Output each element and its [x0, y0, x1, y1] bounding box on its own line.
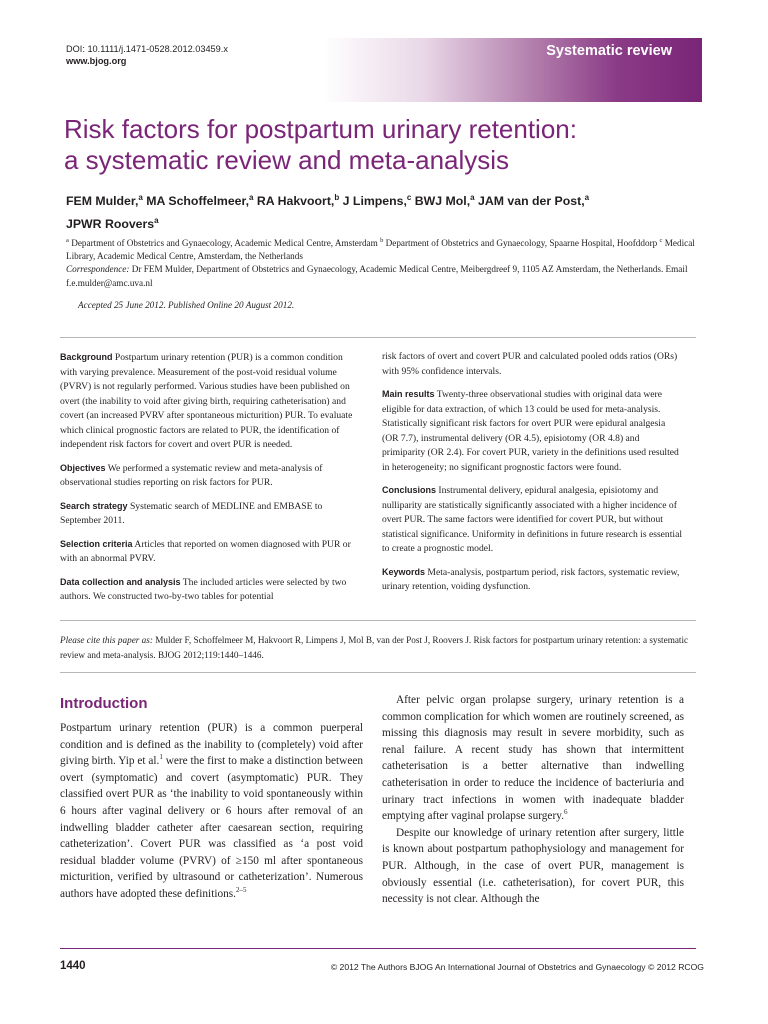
- citation: [60, 633, 696, 662]
- intro-paragraph-2: After pelvic organ prolapse surgery, urinary retention is a common complication for which women are routinely screened, as missing this diagnosis may result in severe morbidity, such as renal failure. A recent study has shown that intermittent catheterisation is a better alternative than indwelling catheterisation in order to reduce the incidence of bacteriuria and urinary tract infections in women with inadequate bladder emptying after vaginal prolapse surgery.$^6$: [382, 694, 684, 823]
- abstract-background: Background Postpartum urinary retention (PUR) is a common condition with varying prevalence. Measurement of the post-void residual volume (PVRV) is not regularly performed. Various studies have been published on overt (the inability to void after giving birth, requiring catheterisation) and covert (an increased PVRV after spontaneous micturition) PUR. To evaluate which clinical prognostic factors are related to PUR, the identification of independent risk factors for covert and overt PUR is needed.: [60, 352, 353, 450]
- abstract-top-rule: [60, 337, 696, 338]
- article-title: [64, 114, 704, 176]
- body-column-left: [60, 720, 363, 903]
- title-line-2: a systematic review and meta-analysis: [64, 145, 510, 175]
- introduction-heading: Introduction: [60, 695, 148, 712]
- abstract-column-left: [60, 350, 356, 613]
- abstract-search: Search strategy Systematic search of MEDLINE and EMBASE to September 2011.: [60, 500, 323, 526]
- section-label: Systematic review: [546, 43, 672, 59]
- abstract-objectives: Objectives We performed a systematic review and meta-analysis of observational studies reporting on risk factors for PUR.: [60, 462, 323, 488]
- intro-paragraph-3: Despite our knowledge of urinary retention after surgery, little is known about postpartum pathophysiology and management for PUR. Although, in the case of overt PUR, management is obviously essential (i.e. catheterisation), for covert PUR, this necessity is not clear. Although the: [382, 826, 684, 906]
- abstract-bottom-rule: [60, 620, 696, 621]
- abstract-selection: Selection criteria Articles that reported on women diagnosed with PUR or with an abnormal PVRV.: [60, 538, 351, 564]
- abstract-main-results: Main results Twenty-three observational studies with original data were eligible for data extraction, of which 13 could be used for meta-analysis. Statistically significant risk factors for overt PUR were epidural analgesia (OR 7.7), instrumental delivery (OR 4.5), episiotomy (OR 4.8) and primiparity (OR 2.4). For covert PUR, variety in the definitions used resulted in heterogeneity; no significant prognostic factors were found.: [382, 389, 679, 473]
- page-number: 1440: [60, 960, 86, 972]
- intro-paragraph-1: Postpartum urinary retention (PUR) is a common puerperal condition and is defined as the inability to (completely) void after giving birth. Yip et al.$^1$ were the first to make a distinction between overt (symptomatic) and covert (asymptomatic) PUR. They classified overt PUR as ‘the inability to void spontaneously within 6 hours after vaginal delivery or 6 hours after removal of an indwelling bladder catheter after caesarean section, requiring catheterization’. Covert PUR was classified as ‘a post void residual bladder volume (PVRV) of ≥150 ml after spontaneous micturition, verified by ultrasound or catheterization’. Numerous authors have adopted these definitions.$^{2-5}$: [60, 722, 364, 900]
- affiliations: $^a$ Department of Obstetrics and Gynaecology, Academic Medical Centre, Amsterdam $^b$ Department of Obstetrics and Gynaecology, Spaarne Hospital, Hoofddorp $^c$ Medical Library, Academic Medical Centre, Amsterdam, the Netherlands Correspondence: Dr FEM Mulder, Department of Obstetrics and Gynaecology, Academic Medical Centre, Meibergdreef 9, 1105 AZ Amsterdam, the Netherlands. Email f.e.mulder@amc.uva.nl: [66, 237, 695, 288]
- author: MA Schoffelmeer,$^a$: [146, 193, 254, 209]
- abstract-data-collection-cont: risk factors of overt and covert PUR and calculated pooled odds ratios (ORs) with 95% confidence intervals.: [382, 351, 678, 377]
- footer-rule: [60, 948, 696, 949]
- author-list: [66, 188, 706, 234]
- abstract-column-right: [382, 350, 684, 603]
- author: RA Hakvoort,$^b$: [256, 193, 340, 209]
- correspondence-label: Correspondence:: [66, 264, 130, 275]
- abstract-data-collection: Data collection and analysis The included articles were selected by two authors. We constructed two-by-two tables for potential: [60, 576, 347, 602]
- abstract-conclusions: Conclusions Instrumental delivery, epidural analgesia, episiotomy and nulliparity are statistically significantly associated with a higher incidence of overt PUR. The same factors were identified for covert PUR, but without statistical significance. Uniformity in definitions in future research is essential to create a prognostic model.: [382, 485, 682, 554]
- citation-text: Mulder F, Schoffelmeer M, Hakvoort R, Limpens J, Mol B, van der Post J, Roovers J. Risk factors for postpartum urinary retention: a systematic review and meta-analysis. BJOG 2012;119:1440–1446.: [60, 635, 689, 660]
- abstract-keywords: Keywords Meta-analysis, postpartum period, risk factors, systematic review, urinary retention, voiding dysfunction.: [382, 566, 680, 592]
- author: JPWR Roovers$^a$: [66, 216, 159, 232]
- author: J Limpens,$^c$: [342, 193, 412, 209]
- author: BWJ Mol,$^a$: [414, 193, 475, 209]
- doi: DOI: 10.1111/j.1471-0528.2012.03459.x: [66, 44, 228, 54]
- citation-rule: [60, 672, 696, 673]
- correspondence-text: Dr FEM Mulder, Department of Obstetrics and Gynaecology, Academic Medical Centre, Meibergdreef 9, 1105 AZ Amsterdam, the Netherlands. Email f.e.mulder@amc.uva.nl: [66, 264, 688, 288]
- publication-dates: Accepted 25 June 2012. Published Online 20 August 2012.: [78, 300, 295, 310]
- author: FEM Mulder,$^a$: [66, 193, 143, 209]
- title-line-1: Risk factors for postpartum urinary retention:: [64, 114, 577, 144]
- citation-label: Please cite this paper as:: [60, 635, 153, 645]
- author: JAM van der Post,$^a$: [478, 193, 590, 209]
- body-column-right: [382, 692, 684, 908]
- copyright-footer: © 2012 The Authors BJOG An International Journal of Obstetrics and Gynaecology © 2012 RCOG: [330, 962, 704, 972]
- journal-website[interactable]: www.bjog.org: [66, 56, 127, 66]
